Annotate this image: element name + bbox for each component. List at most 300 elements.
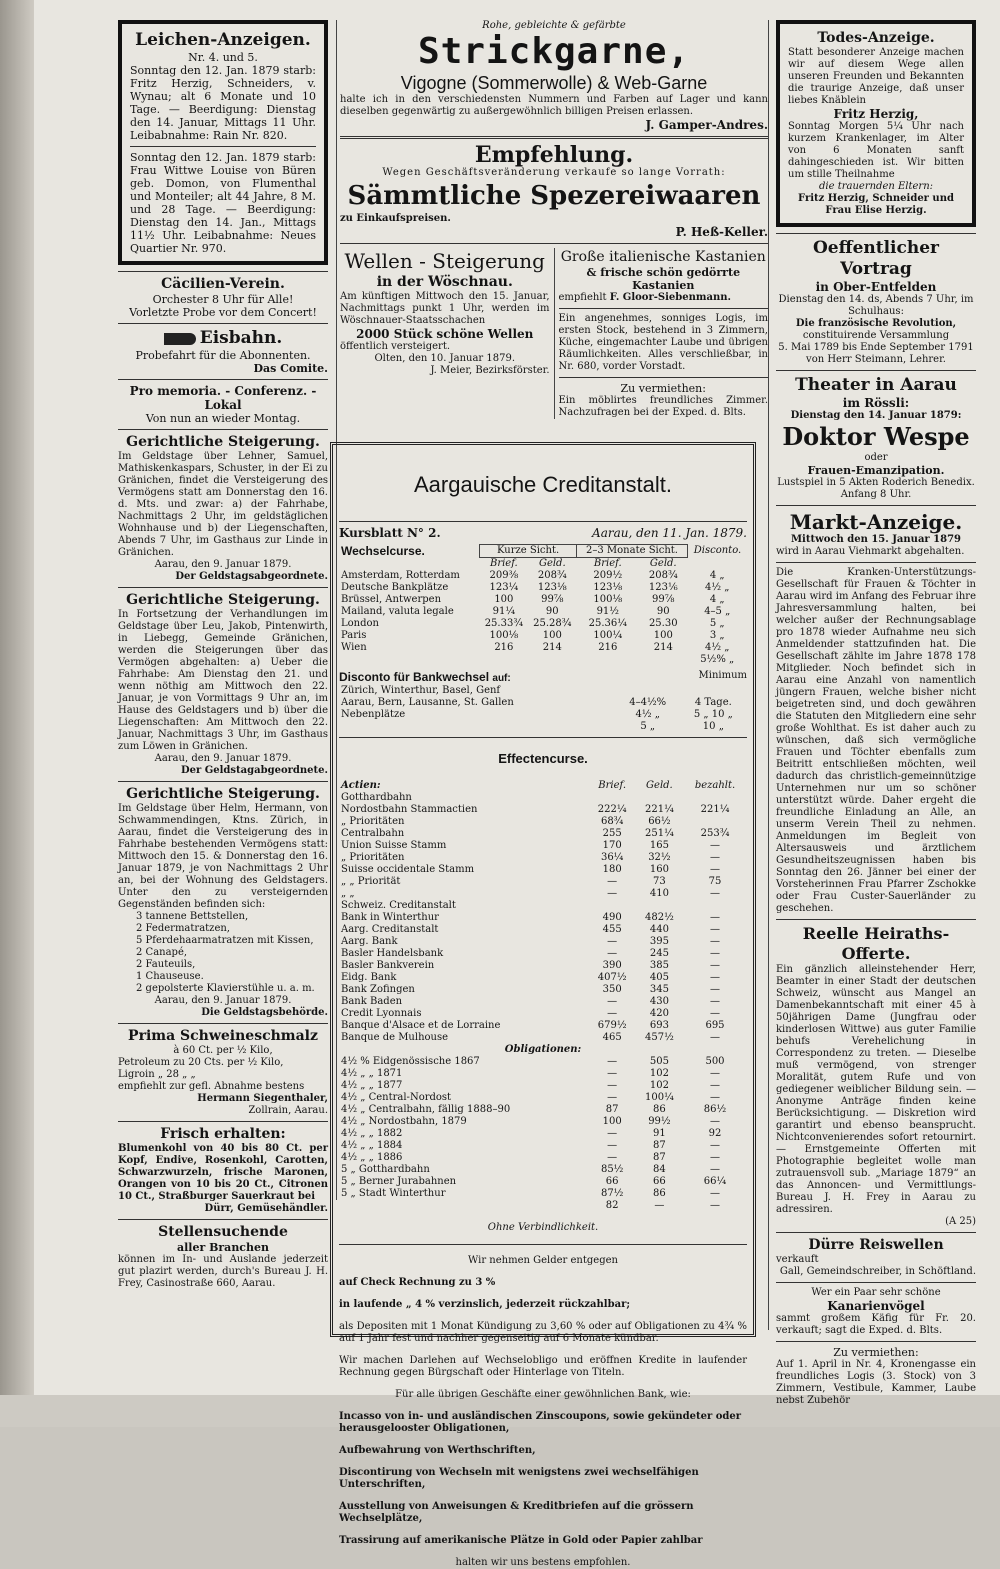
theater-big: Doktor Wespe bbox=[782, 422, 970, 451]
row-value: 4 Tage. bbox=[694, 697, 732, 708]
row-label: Centralbahn bbox=[341, 828, 405, 839]
row-value: 100 bbox=[494, 594, 514, 605]
row-label: Eidg. Bank bbox=[341, 972, 397, 983]
row-value: 222¼ bbox=[597, 804, 627, 815]
row-value: 216 bbox=[598, 642, 618, 653]
row-label: Amsterdam, Rotterdam bbox=[341, 570, 460, 581]
row-label: 4½ „ „ 1882 bbox=[341, 1128, 403, 1139]
row-value: — bbox=[710, 984, 720, 995]
wechsel-row bbox=[339, 630, 747, 642]
actien-head: Actien: bbox=[341, 780, 381, 791]
row-value: — bbox=[607, 1068, 618, 1079]
vortrag-line-4: 5. Mai 1789 bis Ende September 1791 bbox=[778, 342, 974, 353]
kanarien-title: Kanarienvögel bbox=[827, 1299, 925, 1313]
row-value: 25.30 bbox=[648, 618, 678, 629]
row-value: 66½ bbox=[648, 816, 671, 827]
gerichtliche-steigerung-2-sig: Der Geldstagabgeordnete. bbox=[180, 765, 328, 776]
frisch-text: Blumenkohl von 40 bis 80 Ct. per Kopf, Endive, Rosenkohl, Carotten, Schwarzwurzeln, frische Maronen, Orangen von 10 bis 20 Ct., Citronen 10 Ct., Straßburger Sauerkraut bei bbox=[118, 1143, 328, 1202]
effecten-row bbox=[339, 996, 747, 1008]
row-label: Aarau, Bern, Lausanne, St. Gallen bbox=[341, 697, 514, 708]
empfehlung-title: Empfehlung. bbox=[474, 142, 634, 168]
item: 3 tannene Bettstellen, bbox=[136, 911, 249, 922]
row-value: 75 bbox=[708, 876, 722, 887]
row-value: 87 bbox=[653, 1152, 666, 1163]
gerichtliche-steigerung-3-date: Aarau, den 9. Januar 1879. bbox=[154, 995, 292, 1006]
row-label: 5 „ Stadt Winterthur bbox=[341, 1188, 446, 1199]
row-value: 465 bbox=[602, 1032, 622, 1043]
row-value: 66 bbox=[653, 1176, 666, 1187]
row-value: 86 bbox=[653, 1188, 666, 1199]
frisch-sig: Dürr, Gemüsehändler. bbox=[204, 1203, 328, 1214]
row-value: 170 bbox=[602, 840, 622, 851]
todes-text-2: Sonntag Morgen 5¼ Uhr nach kurzem Krankenlager, im Alter von 6 Monaten sanft dahingeschieden ist. Wir bitten um stille Theilnahme bbox=[788, 121, 964, 180]
gerichtliche-steigerung-3-items bbox=[118, 911, 328, 995]
row-value: — bbox=[710, 852, 720, 863]
row-value: 4½ „ bbox=[635, 709, 660, 720]
vortrag-line-1: Dienstag den 14. ds, Abends 7 Uhr, im Schulhaus: bbox=[778, 294, 974, 317]
row-value: — bbox=[607, 876, 618, 887]
gerichtliche-steigerung-1-date: Aarau, den 9. Januar 1879. bbox=[154, 559, 292, 570]
bank-foot-12: halten wir uns bestens empfohlen. bbox=[455, 1557, 631, 1568]
row-label: „ „ bbox=[341, 888, 355, 899]
row-value: 209⅜ bbox=[489, 570, 519, 581]
row-value bbox=[616, 685, 680, 697]
heirath-title: Reelle Heiraths-Offerte. bbox=[802, 924, 950, 963]
heirath-ref: (A 25) bbox=[945, 1216, 976, 1227]
oblig-row bbox=[339, 1128, 747, 1140]
row-value: — bbox=[710, 1140, 720, 1151]
row-value: 345 bbox=[649, 984, 669, 995]
row-label: Nordostbahn Stammactien bbox=[341, 804, 478, 815]
row-value bbox=[683, 792, 747, 804]
oblig-row bbox=[339, 1116, 747, 1128]
bank-foot-11: Trassirung auf amerikanische Plätze in Gold oder Papier zahlbar bbox=[339, 1535, 703, 1546]
row-value: 4–4½% bbox=[629, 697, 667, 708]
row-value: 214 bbox=[653, 642, 673, 653]
prima-sig: Hermann Siegenthaler, bbox=[197, 1093, 328, 1104]
row-value: 87½ bbox=[600, 1188, 624, 1199]
row-label: Banque d'Alsace et de Lorraine bbox=[341, 1020, 501, 1031]
row-value: 102 bbox=[649, 1080, 669, 1091]
row-label: Paris bbox=[341, 630, 367, 641]
row-value: 82 bbox=[605, 1200, 619, 1211]
item: 2 Fauteuils, bbox=[136, 959, 196, 970]
row-value: 100 bbox=[602, 1116, 622, 1127]
gerichtliche-steigerung-2-title: Gerichtliche Steigerung. bbox=[126, 592, 320, 608]
row-value: 100 bbox=[542, 630, 562, 641]
row-label: Schweiz. Creditanstalt bbox=[341, 900, 456, 911]
row-value bbox=[577, 654, 640, 666]
wellen-text: Am künftigen Mittwoch den 15. Januar, Nachmittags punkt 1 Uhr, werden im Wöschnauer-Staatsschachen bbox=[340, 291, 550, 326]
effecten-row bbox=[339, 840, 747, 852]
row-label: Aarg. Creditanstalt bbox=[341, 924, 439, 935]
row-value bbox=[639, 654, 687, 666]
row-value: 100¼ bbox=[645, 1092, 674, 1103]
wechsel-row bbox=[339, 642, 747, 654]
ohne-verbindlichkeit: Ohne Verbindlichkeit. bbox=[487, 1222, 599, 1233]
row-value: — bbox=[710, 972, 720, 983]
geld-head: Geld. bbox=[538, 558, 566, 569]
kurze-head: Kurze Sicht. bbox=[480, 545, 577, 558]
row-label: Deutsche Bankplätze bbox=[341, 582, 449, 593]
prima-line-4: empfiehlt zur gefl. Abnahme bestens bbox=[118, 1081, 305, 1092]
bank-foot-7: Incasso von in- und ausländischen Zinscoupons, sowie gekündeter oder herausgelooster Obligationen, bbox=[339, 1411, 742, 1434]
theater-line-2: Lustspiel in 5 Akten Roderich Benedix. bbox=[777, 477, 975, 488]
kastanien-empfiehlt: empfiehlt bbox=[558, 292, 607, 303]
disconto-head: Disconto. bbox=[693, 544, 742, 556]
gerichtliche-steigerung-1-sig: Der Geldstagsabgeordnete. bbox=[175, 571, 328, 582]
row-label: 4½ „ Centralbahn, fällig 1888–90 bbox=[341, 1104, 511, 1115]
row-value: 87 bbox=[605, 1104, 619, 1115]
row-value: — bbox=[710, 1152, 720, 1163]
row-value: 25.36¼ bbox=[588, 618, 627, 629]
theater-sub: im Rössli: bbox=[842, 396, 910, 410]
disk-header bbox=[339, 670, 747, 685]
duerre-title: Dürre Reiswellen bbox=[808, 1237, 944, 1253]
row-value: 123⅛ bbox=[593, 582, 623, 593]
row-value: 10 „ bbox=[702, 721, 724, 732]
heirath-text: Ein gänzlich alleinstehender Herr, Beamter in einer Stadt der deutschen Schweiz, wünscht aus Mangel an Damenbekanntschaft mit einer 45 à 50jährigen Dame (Jungfrau oder kinderlosen Wittwe) aus guter Familie behufs Verehelichung in Correspondenz zu treten. — Dieselbe muß vermögend, von strenger Moralität, gutem Rufe und von gediegener weiblicher Bildung sein. — Anonyme Anträge finden keine Berücksichtigung. — Diskretion wird garantirt und ebenso beansprucht. Nichtconvenierendes sofort retournirt. — Ernstgemeinte Offerten mit Photographie begleitet wolle man zutrauensvoll sub. „Mariage 1879“ an das Annoncen- und Vermittlungs-Bureau J. H. Frey in Aarau zu adressiren. bbox=[776, 964, 976, 1215]
leichen-anzeigen-box bbox=[118, 20, 328, 265]
wellen-line-2: öffentlich versteigert. bbox=[340, 341, 451, 352]
disk-row bbox=[339, 697, 747, 709]
row-value bbox=[680, 685, 747, 697]
row-value: 99½ bbox=[648, 1116, 671, 1127]
row-value bbox=[636, 900, 683, 912]
row-label: Basler Handelsbank bbox=[341, 948, 444, 959]
disk-table bbox=[339, 685, 747, 733]
effecten-row bbox=[339, 876, 747, 888]
effecten-row bbox=[339, 912, 747, 924]
row-value bbox=[683, 900, 747, 912]
row-value: 420 bbox=[649, 1008, 669, 1019]
effecten-row bbox=[339, 1008, 747, 1020]
row-value: 5 „ bbox=[709, 618, 725, 629]
row-value: 91¼ bbox=[492, 606, 516, 617]
wellen-date: Olten, den 10. Januar 1879. bbox=[374, 353, 516, 364]
row-value: 245 bbox=[649, 948, 669, 959]
empfehlung-big: Sämmtliche Spezereiwaaren bbox=[347, 181, 761, 211]
row-value: 221¼ bbox=[700, 804, 730, 815]
row-value: — bbox=[710, 936, 720, 947]
row-value: 457½ bbox=[645, 1032, 674, 1043]
bank-foot-10: Ausstellung von Anweisungen & Kreditbriefen auf die grössern Wechselplätze, bbox=[339, 1501, 694, 1524]
row-value: 679½ bbox=[597, 1020, 627, 1031]
vermiethen-title: Zu vermiethen: bbox=[620, 382, 706, 395]
row-value: — bbox=[710, 948, 720, 959]
row-value: 102 bbox=[649, 1068, 669, 1079]
item: 5 Pferdehaarmatratzen mit Kissen, bbox=[136, 935, 314, 946]
monate-head: 2–3 Monate Sicht. bbox=[577, 545, 688, 558]
row-value: — bbox=[710, 1068, 720, 1079]
row-label: 5 „ Gotthardbahn bbox=[341, 1164, 430, 1175]
row-value: 100¼ bbox=[593, 630, 623, 641]
row-value: 160 bbox=[649, 864, 669, 875]
theater-line-3: Anfang 8 Uhr. bbox=[840, 489, 912, 500]
row-value: 66¼ bbox=[703, 1176, 727, 1187]
row-value: 25.33¾ bbox=[484, 618, 524, 629]
row-label: Union Suisse Stamm bbox=[341, 840, 447, 851]
effecten-row bbox=[339, 792, 747, 804]
effecten-row bbox=[339, 972, 747, 984]
bank-foot-3: in laufende „ 4 % verzinslich, jederzeit rückzahlbar; bbox=[339, 1299, 631, 1310]
row-value: 4 „ bbox=[709, 594, 725, 605]
row-value: 693 bbox=[649, 1020, 669, 1031]
gerichtliche-steigerung-2-date: Aarau, den 9. Januar 1879. bbox=[154, 753, 292, 764]
wechsel-row bbox=[339, 618, 747, 630]
row-label: 4½ „ Central-Nordost bbox=[341, 1092, 452, 1103]
leichen-sub: Nr. 4. und 5. bbox=[188, 51, 258, 64]
brief-head: Brief. bbox=[593, 558, 622, 569]
vortrag-line-3: constituirende Versammlung bbox=[802, 330, 950, 341]
disk-minimum: Minimum bbox=[698, 670, 747, 681]
duerre-line-2: Gall, Gemeindschreiber, in Schöftland. bbox=[779, 1266, 976, 1277]
right-vermiethen-title: Zu vermiethen: bbox=[833, 1346, 919, 1359]
prima-title: Prima Schweineschmalz bbox=[128, 1028, 318, 1044]
vortrag-line-5: von Herr Steimann, Lehrer. bbox=[806, 354, 946, 365]
row-label: „ Prioritäten bbox=[341, 816, 405, 827]
kanarien-text: sammt großem Käfig für Fr. 20. verkauft; sagt die Exped. d. Blts. bbox=[776, 1313, 976, 1336]
row-value: — bbox=[607, 1008, 618, 1019]
row-value: 100⅛ bbox=[489, 630, 519, 641]
row-value: 695 bbox=[705, 1020, 725, 1031]
disk-row bbox=[339, 721, 747, 733]
prima-line-3: Ligroin „ 28 „ „ bbox=[118, 1069, 196, 1080]
wechsel-row bbox=[339, 654, 747, 666]
row-value: 180 bbox=[602, 864, 622, 875]
vermiethen-text: Ein möblirtes freundliches Zimmer. Nachzufragen bei der Exped. d. Blts. bbox=[558, 395, 768, 418]
promemoria-title: Pro memoria. - Conferenz. - Lokal bbox=[129, 384, 317, 412]
disk-row bbox=[339, 685, 747, 697]
bank-foot-2: auf Check Rechnung zu 3 % bbox=[339, 1277, 496, 1288]
row-label: Gotthardbahn bbox=[341, 792, 412, 803]
row-value: 4 „ bbox=[709, 570, 725, 581]
row-value: 92 bbox=[708, 1128, 722, 1139]
row-value: — bbox=[710, 1116, 720, 1127]
kastanien-sig: F. Gloor-Siebenmann. bbox=[609, 292, 731, 303]
strick-top: Rohe, gebleichte & gefärbte bbox=[482, 20, 626, 31]
wellen-sub: in der Wöschnau. bbox=[376, 274, 513, 290]
row-value: — bbox=[710, 1092, 720, 1103]
eisbahn-line-1: Probefahrt für die Abonnenten. bbox=[135, 349, 311, 362]
row-value: 209½ bbox=[593, 570, 623, 581]
bank-date: Aarau, den 11. Jan. 1879. bbox=[592, 526, 747, 540]
row-value: — bbox=[607, 1152, 618, 1163]
row-value: 25.28¾ bbox=[533, 618, 572, 629]
row-value: 86½ bbox=[703, 1104, 727, 1115]
markt-title: Markt-Anzeige. bbox=[789, 510, 963, 534]
item: 2 Federmatratzen, bbox=[136, 923, 230, 934]
effecten-row bbox=[339, 1020, 747, 1032]
wellen-sig: J. Meier, Bezirksförster. bbox=[430, 365, 550, 376]
leichen-text-1: Sonntag den 12. Jan. 1879 starb: Fritz Herzig, Schneiders, v. Wynau; alt 6 Monate und 10 Tage. — Beerdigung: Dienstag den 14. Januar, Mittags 11 Uhr. Leibabnahme: Rain Nr. 820. bbox=[130, 64, 316, 142]
row-value bbox=[683, 816, 747, 828]
row-value: — bbox=[607, 948, 618, 959]
row-value: — bbox=[607, 996, 618, 1007]
wechsel-table bbox=[339, 544, 747, 666]
item: 2 Canapé, bbox=[136, 947, 188, 958]
row-value: — bbox=[710, 1164, 720, 1175]
row-value: 482½ bbox=[645, 912, 674, 923]
row-value: 68¾ bbox=[600, 816, 624, 827]
row-value: 455 bbox=[602, 924, 622, 935]
prima-line-2: Petroleum zu 20 Cts. per ½ Kilo, bbox=[118, 1057, 284, 1068]
effecten-row bbox=[339, 900, 747, 912]
row-value: 505 bbox=[649, 1056, 669, 1067]
row-value: 5½% „ bbox=[700, 654, 735, 665]
prima-sig-2: Zollrain, Aarau. bbox=[248, 1105, 328, 1116]
row-value: 253¾ bbox=[700, 828, 730, 839]
row-label: 4½ „ „ 1877 bbox=[341, 1080, 403, 1091]
markt-line-1: Mittwoch den 15. Januar 1879 bbox=[790, 534, 962, 545]
wellen-title: Wellen - Steigerung bbox=[344, 249, 545, 273]
row-value: — bbox=[710, 912, 720, 923]
row-label: „ „ Priorität bbox=[341, 876, 401, 887]
kastanien-block bbox=[555, 248, 769, 419]
bank-foot-5: Wir machen Darlehen auf Wechselobligo und eröffnen Kredite in laufender Rechnung gegen Bürgschaft oder Hinterlage von Titeln. bbox=[339, 1355, 747, 1378]
row-label bbox=[339, 721, 616, 733]
todes-title: Todes-Anzeige. bbox=[817, 30, 935, 46]
theater-oder: oder bbox=[864, 452, 888, 463]
row-value: 99⅞ bbox=[541, 594, 564, 605]
theater-date: Dienstag den 14. Januar 1879: bbox=[790, 410, 962, 421]
row-value: — bbox=[710, 888, 720, 899]
theater-line-1: Frauen-Emanzipation. bbox=[807, 464, 945, 477]
row-value: 221¼ bbox=[645, 804, 674, 815]
row-label: Zürich, Winterthur, Basel, Genf bbox=[341, 685, 501, 696]
caecilien-title: Cäcilien-Verein. bbox=[161, 276, 285, 292]
bank-foot-9: Discontirung von Wechseln mit wenigstens zwei wechselfähigen Unterschriften, bbox=[339, 1467, 699, 1490]
right-column bbox=[776, 20, 976, 1407]
row-value: — bbox=[607, 1140, 618, 1151]
row-label: 4½ „ Nordostbahn, 1879 bbox=[341, 1116, 467, 1127]
row-value bbox=[480, 654, 528, 666]
row-value: 123¼ bbox=[489, 582, 519, 593]
row-value: — bbox=[654, 1200, 665, 1211]
row-value: 350 bbox=[602, 984, 622, 995]
todes-sig-2: Fritz Herzig, Schneider und Frau Elise Herzig. bbox=[798, 193, 954, 216]
disk-auf: auf: bbox=[492, 673, 511, 684]
gerichtliche-steigerung-3-sig: Die Geldstagsbehörde. bbox=[201, 1007, 328, 1018]
eisbahn-title bbox=[118, 328, 328, 349]
row-value: 4½ „ bbox=[705, 582, 730, 593]
row-value: 216 bbox=[494, 642, 514, 653]
row-value: 87 bbox=[653, 1140, 666, 1151]
item: 2 gepolsterte Klavierstühle u. a. m. bbox=[136, 983, 315, 994]
row-value: — bbox=[607, 888, 618, 899]
row-value: 73 bbox=[653, 876, 666, 887]
row-value bbox=[528, 654, 576, 666]
row-value: 32½ bbox=[648, 852, 671, 863]
bank-header-row bbox=[339, 526, 747, 540]
row-label: Suisse occidentale Stamm bbox=[341, 864, 475, 875]
row-value: 90 bbox=[656, 606, 670, 617]
logis-text: Ein angenehmes, sonniges Logis, im ersten Stock, bestehend in 3 Zimmern, Küche, eingemachter Laube und übrigen Räumlichkeiten. Alles verschließbar, in Nr. 680, vorder Vorstadt. bbox=[558, 313, 768, 372]
row-label: Basler Bankverein bbox=[341, 960, 435, 971]
wechsel-row bbox=[339, 606, 747, 618]
effecten-row bbox=[339, 864, 747, 876]
binding-gutter bbox=[0, 0, 34, 1427]
row-value: 3 „ bbox=[709, 630, 725, 641]
row-value: 251¼ bbox=[645, 828, 674, 839]
row-value: 208¾ bbox=[648, 570, 678, 581]
row-label: 4½ „ „ 1886 bbox=[341, 1152, 403, 1163]
row-value: — bbox=[607, 1128, 618, 1139]
oblig-row bbox=[339, 1140, 747, 1152]
bank-foot-1: Wir nehmen Gelder entgegen bbox=[468, 1255, 618, 1266]
column-rule-right bbox=[768, 20, 769, 1330]
row-value: — bbox=[607, 1092, 618, 1103]
row-label bbox=[339, 654, 480, 666]
gerichtliche-steigerung-2-text: In Fortsetzung der Verhandlungen im Geldstage über Leu, Jakob, Pintenwirth, in Liebegg, Gemeinde Gränichen, werden die Steigerungen über das Vermögen abgehalten: a) Ueber die Fahrhabe: Am Dienstag den 21. und wenn nöthig am Mittwoch den 22. Januar, je von Vormittags 9 Uhr an, im Hause des Geldstagers und b) über die Liegenschaften: Am Mittwoch den 22. Januar, Nachmittags 3 Uhr, im Gasthaus zum Löwen in Gränichen. bbox=[118, 609, 328, 752]
row-value: — bbox=[710, 1080, 720, 1091]
row-value: 4–5 „ bbox=[704, 606, 731, 617]
row-value: — bbox=[607, 1080, 618, 1091]
todes-anzeige-box bbox=[776, 20, 976, 227]
gerichtliche-steigerung-3-title: Gerichtliche Steigerung. bbox=[126, 786, 320, 802]
effecten-row bbox=[339, 936, 747, 948]
todes-name: Fritz Herzig, bbox=[833, 107, 919, 121]
bank-foot-6: Für alle übrigen Geschäfte einer gewöhnlichen Bank, wie: bbox=[395, 1389, 691, 1400]
brief-head: Brief. bbox=[489, 558, 518, 569]
empfehlung-sig: P. Heß-Keller. bbox=[675, 225, 768, 239]
row-value: 100⅛ bbox=[593, 594, 623, 605]
effecten-row bbox=[339, 924, 747, 936]
effecten-row bbox=[339, 1032, 747, 1044]
effecten-row bbox=[339, 948, 747, 960]
geld-head: Geld. bbox=[649, 558, 677, 569]
oblig-row bbox=[339, 1068, 747, 1080]
oblig-row bbox=[339, 1080, 747, 1092]
row-value: — bbox=[607, 1056, 618, 1067]
row-label: 4½ „ „ 1884 bbox=[341, 1140, 403, 1151]
disk-row bbox=[339, 709, 747, 721]
row-label: Bank Baden bbox=[341, 996, 403, 1007]
right-vermiethen-text: Auf 1. April in Nr. 4, Kronengasse ein freundliches Logis (3. Stock) von 3 Zimmern, Vestibule, Kammer, Laube nebst Zubehör bbox=[776, 1359, 976, 1406]
stellen-title: Stellensuchende bbox=[158, 1224, 288, 1240]
disk-head-text: Disconto für Bankwechsel bbox=[339, 670, 490, 684]
wechsel-row bbox=[339, 582, 747, 594]
item: 1 Chauseuse. bbox=[136, 971, 204, 982]
row-value: 410 bbox=[649, 888, 669, 899]
row-value: 90 bbox=[545, 606, 559, 617]
strick-sub: Vigogne (Sommerwolle) & Web-Garne bbox=[400, 73, 708, 93]
oblig-row bbox=[339, 1092, 747, 1104]
wechsel-row bbox=[339, 594, 747, 606]
effecten-row bbox=[339, 960, 747, 972]
wellen-big: 2000 Stück schöne Wellen bbox=[356, 327, 534, 341]
brief-head: Brief. bbox=[598, 780, 627, 791]
effecten-table bbox=[339, 780, 747, 1212]
row-label: Credit Lyonnais bbox=[341, 1008, 422, 1019]
oblig-head: Obligationen: bbox=[504, 1044, 582, 1055]
row-value bbox=[636, 792, 683, 804]
row-value: 214 bbox=[542, 642, 562, 653]
kastanien-sub: & frische schön gedörrte Kastanien bbox=[586, 266, 741, 292]
kastanien-title: Große italienische Kastanien bbox=[560, 249, 766, 265]
row-label: Aarg. Bank bbox=[341, 936, 398, 947]
leichen-title: Leichen-Anzeigen. bbox=[135, 30, 311, 50]
wellen-block bbox=[340, 248, 555, 419]
gerichtliche-steigerung-1-text: Im Geldstage über Lehner, Samuel, Mathiskenkaspars, Schuster, in der Ei zu Gränichen, findet die Versteigerung des Vermögens statt am Donnerstag den 16. d. Mts. und zwar: a) der Fahrhabe, Nachmittags 2 Uhr, im geldstäglichen Wohnhause und b) der Liegenschaften, Abends 7 Uhr, im Gasthaus zur Linde in Gränichen. bbox=[118, 451, 328, 558]
strick-sig: J. Gamper-Andres. bbox=[645, 118, 768, 132]
creditanstalt-box bbox=[330, 442, 756, 1568]
row-value: — bbox=[710, 864, 720, 875]
center-split-row bbox=[340, 248, 768, 419]
row-label: London bbox=[341, 618, 379, 629]
oblig-row bbox=[339, 1152, 747, 1164]
empfehlung-line-2: zu Einkaufspreisen. bbox=[340, 213, 451, 224]
